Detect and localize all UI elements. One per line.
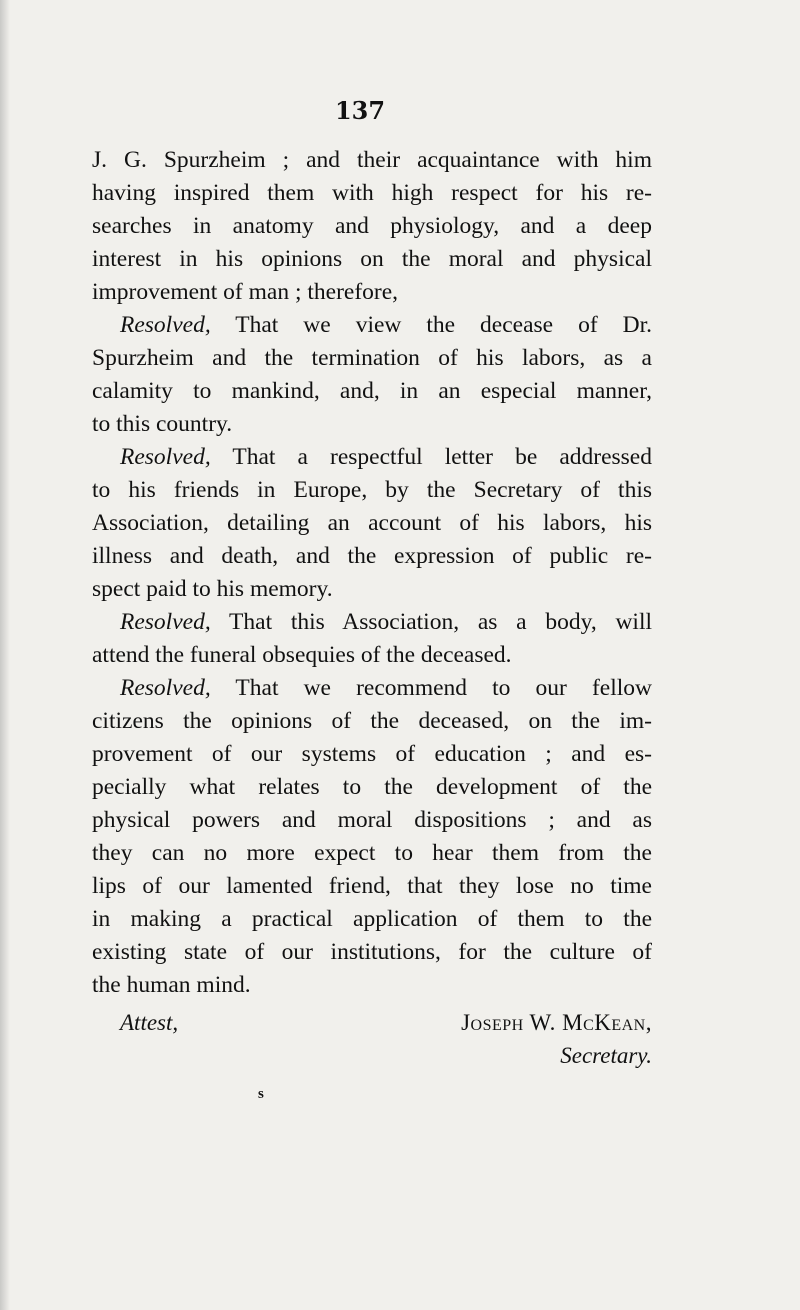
signer-name: Joseph W. McKean, (461, 1010, 652, 1035)
text-line: the human mind. (92, 972, 251, 998)
text-line: existing state of our institutions, for the culture of (92, 939, 652, 965)
text-line: spect paid to his memory. (92, 576, 333, 602)
text-line: calamity to mankind, and, in an especial manner, (92, 378, 652, 404)
text-line: Association, detailing an account of his labors, his (92, 510, 652, 536)
resolution-line (92, 441, 652, 474)
text-line: physical powers and moral dispositions ; and as (92, 807, 652, 833)
page-edge-shadow (0, 0, 10, 1310)
signature-row (120, 1010, 652, 1043)
text-line: provement of our systems of education ; and es- (92, 741, 652, 767)
resolved-label: Resolved, (120, 312, 211, 338)
resolution-text: That a respectful letter be addressed (232, 444, 652, 470)
resolution-line (92, 672, 652, 705)
resolved-label: Resolved, (120, 609, 211, 635)
text-line: searches in anatomy and physiology, and a deep (92, 213, 652, 239)
signer-title: Secretary. (560, 1043, 652, 1068)
text-line: attend the funeral obsequies of the deceased. (92, 642, 512, 668)
resolved-label: Resolved, (120, 444, 211, 470)
text-line: interest in his opinions on the moral and physical (92, 246, 652, 272)
resolved-label: Resolved, (120, 675, 211, 701)
text-line: in making a practical application of them to the (92, 906, 652, 932)
text-line: lips of our lamented friend, that they lose no time (92, 873, 652, 899)
body-text (92, 144, 652, 1002)
text-line: to his friends in Europe, by the Secretary of this (92, 477, 652, 503)
resolution-line (92, 309, 652, 342)
text-line: Spurzheim and the termination of his labors, as a (92, 345, 652, 371)
text-line: they can no more expect to hear them from the (92, 840, 652, 866)
resolution-line (92, 606, 652, 639)
text-line: improvement of man ; therefore, (92, 279, 399, 305)
page-number: 137 (334, 96, 386, 125)
text-line: illness and death, and the expression of public re- (92, 543, 652, 569)
text-line: to this country. (92, 411, 233, 437)
attest-label: Attest, (120, 1010, 179, 1035)
text-line: having inspired them with high respect for his re- (92, 180, 652, 206)
text-line: citizens the opinions of the deceased, on the im- (92, 708, 652, 734)
signature-mark: s (258, 1086, 264, 1102)
resolution-text: That we view the decease of Dr. (235, 312, 652, 338)
resolution-text: That this Association, as a body, will (229, 609, 652, 635)
resolution-text: That we recommend to our fellow (235, 675, 653, 701)
text-line: J. G. Spurzheim ; and their acquaintance with him (92, 147, 652, 173)
text-line: pecially what relates to the development of the (92, 774, 652, 800)
